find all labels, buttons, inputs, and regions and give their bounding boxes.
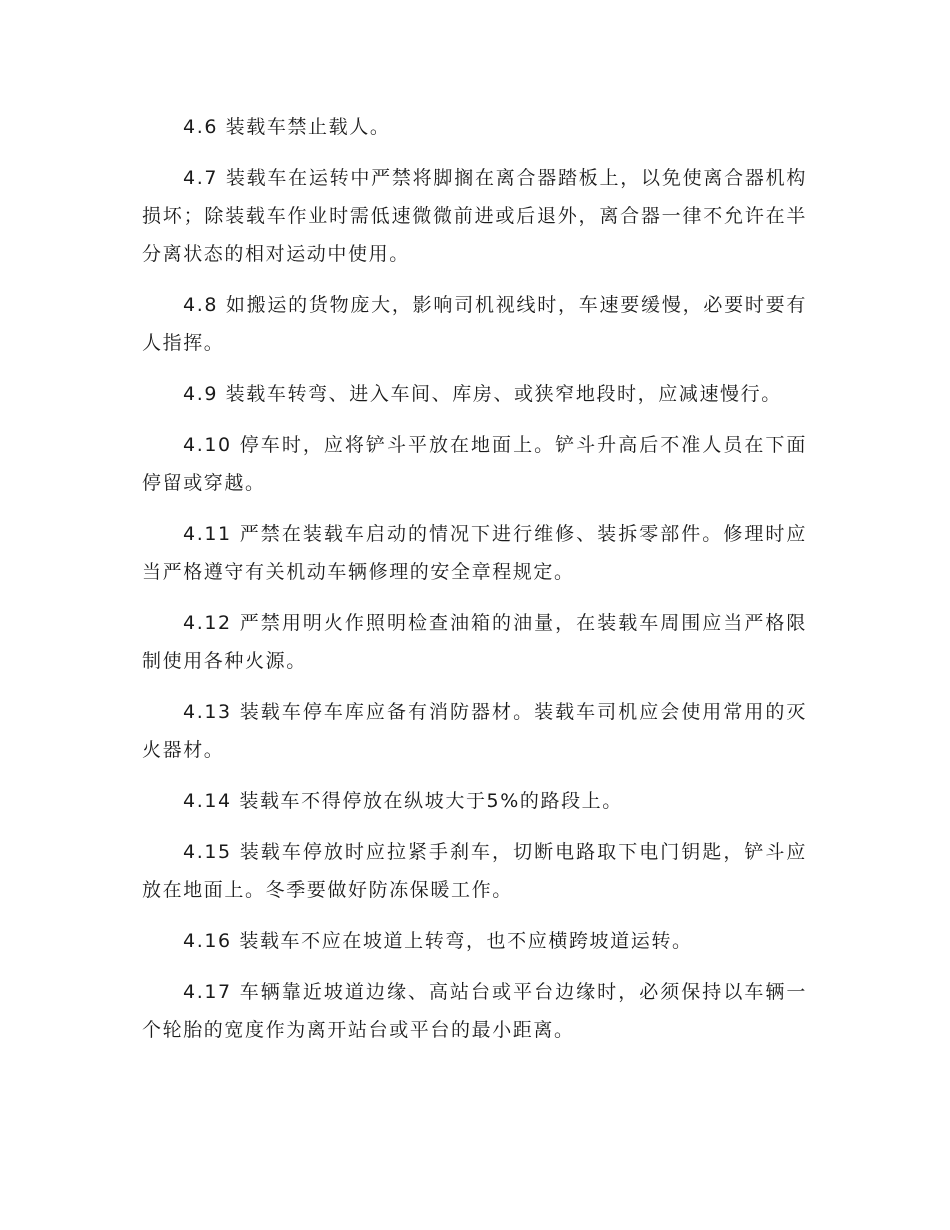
paragraph-4-7: 4.7 装载车在运转中严禁将脚搁在离合器踏板上，以免使离合器机构损坏；除装载车作业时需低速微微前进或后退外，离合器一律不允许在半分离状态的相对运动中使用。 [142, 167, 807, 265]
paragraph-4-14: 4.14 装载车不得停放在纵坡大于5%的路段上。 [183, 790, 623, 812]
paragraph-4-9: 4.9 装载车转弯、进入车间、库房、或狭窄地段时，应减速慢行。 [183, 383, 782, 405]
paragraph-4-11: 4.11 严禁在装载车启动的情况下进行维修、装拆零部件。修理时应当严格遵守有关机动车辆修理的安全章程规定。 [142, 523, 807, 583]
paragraph-4-16: 4.16 装载车不应在坡道上转弯，也不应横跨坡道运转。 [183, 930, 693, 952]
paragraph-4-6: 4.6 装载车禁止载人。 [183, 116, 391, 138]
paragraph-4-15: 4.15 装载车停放时应拉紧手刹车，切断电路取下电门钥匙，铲斗应放在地面上。冬季要做好防冻保暖工作。 [142, 841, 807, 901]
paragraph-4-13: 4.13 装载车停车库应备有消防器材。装载车司机应会使用常用的灭火器材。 [142, 701, 807, 761]
paragraph-4-8: 4.8 如搬运的货物庞大，影响司机视线时，车速要缓慢，必要时要有人指挥。 [142, 294, 807, 354]
paragraph-4-10: 4.10 停车时，应将铲斗平放在地面上。铲斗升高后不准人员在下面停留或穿越。 [142, 434, 807, 494]
document-body [142, 108, 807, 1062]
paragraph-4-12: 4.12 严禁用明火作照明检查油箱的油量，在装载车周围应当严格限制使用各种火源。 [142, 612, 807, 672]
paragraph-4-17: 4.17 车辆靠近坡道边缘、高站台或平台边缘时，必须保持以车辆一个轮胎的宽度作为离开站台或平台的最小距离。 [142, 981, 807, 1041]
